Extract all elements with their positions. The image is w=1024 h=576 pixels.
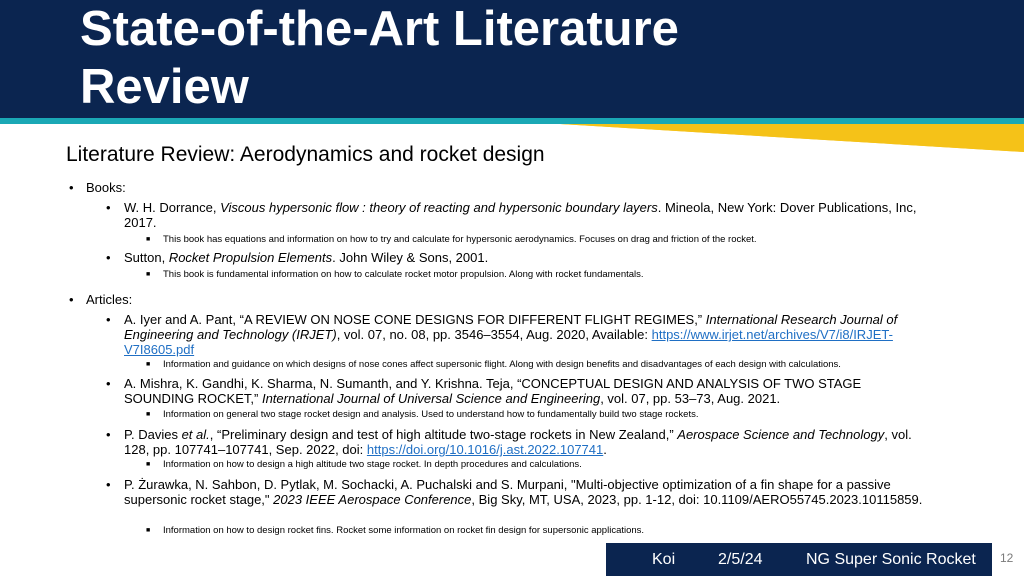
footer-author: Koi bbox=[652, 551, 676, 568]
book-citation-1: W. H. Dorrance, Viscous hypersonic flow : theory of reacting and hypersonic boundary layers. Mineola, New York: Dover Publications, Inc, 2017. bbox=[124, 200, 917, 230]
bullet: • bbox=[106, 250, 111, 265]
book-note-1: This book has equations and information on how to try and calculate for hypersonic aerodynamics. Focuses on drag and friction of the rocket. bbox=[163, 234, 757, 245]
article-citation-1: A. Iyer and A. Pant, “A REVIEW ON NOSE CONE DESIGNS FOR DIFFERENT FLIGHT REGIMES,” International Research Journal of Engineering and Technology (IRJET), vol. 07, no. 08, pp. 3546–3554, Aug. 2020, Available: https://www.irjet.net/archives/V7/i8/IRJET-V7I8605.pdf bbox=[124, 312, 898, 357]
bullet: • bbox=[106, 427, 111, 442]
article-note-4: Information on how to design rocket fins. Rocket some information on rocket fin design for supersonic applications. bbox=[163, 525, 645, 536]
page-number: 12 bbox=[1000, 551, 1014, 565]
slide-title: State-of-the-Art Literature Review bbox=[80, 2, 679, 114]
square-bullet: ■ bbox=[146, 527, 151, 534]
square-bullet: ■ bbox=[146, 411, 151, 418]
article-note-2: Information on general two stage rocket design and analysis. Used to understand how to fundamentally build two stage rockets. bbox=[163, 409, 699, 420]
footer-date: 2/5/24 bbox=[718, 551, 763, 568]
books-label: Books: bbox=[86, 180, 126, 195]
article-citation-3: P. Davies et al., “Preliminary design and test of high altitude two-stage rockets in New Zealand,” Aerospace Science and Technology, vol. 128, pp. 107741–107741, Sep. 2022, doi: https://doi.org/10.1016/j.ast.2022.107741. bbox=[124, 427, 912, 457]
square-bullet: ■ bbox=[146, 361, 151, 368]
section-heading: Literature Review: Aerodynamics and rocket design bbox=[66, 143, 545, 166]
bullet: • bbox=[106, 200, 111, 215]
article-note-1: Information and guidance on which designs of nose cones affect supersonic flight. Along with design benefits and disadvantages of each design with calculations. bbox=[163, 359, 841, 370]
bullet: • bbox=[106, 477, 111, 492]
article-citation-4: P. Żurawka, N. Sahbon, D. Pytlak, M. Sochacki, A. Puchalski and S. Murpani, "Multi-objective optimization of a fin shape for a passive supersonic rocket stage," 2023 IEEE Aerospace Conference, Big Sky, MT, USA, 2023, pp. 1-12, doi: 10.1109/AERO55745.2023.10115859. bbox=[124, 477, 923, 507]
bullet: • bbox=[69, 292, 74, 307]
book-note-2: This book is fundamental information on how to calculate rocket motor propulsion. Along with rocket fundamentals. bbox=[163, 269, 644, 280]
teal-stripe bbox=[0, 118, 1024, 124]
article-link-1[interactable]: https://www.irjet.net/archives/V7/i8/IRJET-V7I8605.pdf bbox=[124, 327, 893, 357]
bullet: • bbox=[106, 312, 111, 327]
articles-label: Articles: bbox=[86, 292, 133, 307]
bullet: • bbox=[106, 376, 111, 391]
footer-bar bbox=[606, 543, 992, 576]
footer-project: NG Super Sonic Rocket bbox=[806, 551, 976, 568]
bullet: • bbox=[69, 180, 74, 195]
square-bullet: ■ bbox=[146, 236, 151, 243]
article-citation-2: A. Mishra, K. Gandhi, K. Sharma, N. Sumanth, and Y. Krishna. Teja, “CONCEPTUAL DESIGN AND ANALYSIS OF TWO STAGE SOUNDING ROCKET,” International Journal of Universal Science and Engineering, vol. 07, pp. 53–73, Aug. 2021. bbox=[124, 376, 862, 406]
square-bullet: ■ bbox=[146, 271, 151, 278]
article-link-3[interactable]: https://doi.org/10.1016/j.ast.2022.107741 bbox=[366, 442, 604, 457]
book-citation-2: Sutton, Rocket Propulsion Elements. John Wiley & Sons, 2001. bbox=[124, 250, 489, 265]
article-note-3: Information on how to design a high altitude two stage rocket. In depth procedures and calculations. bbox=[163, 459, 582, 470]
square-bullet: ■ bbox=[146, 461, 151, 468]
